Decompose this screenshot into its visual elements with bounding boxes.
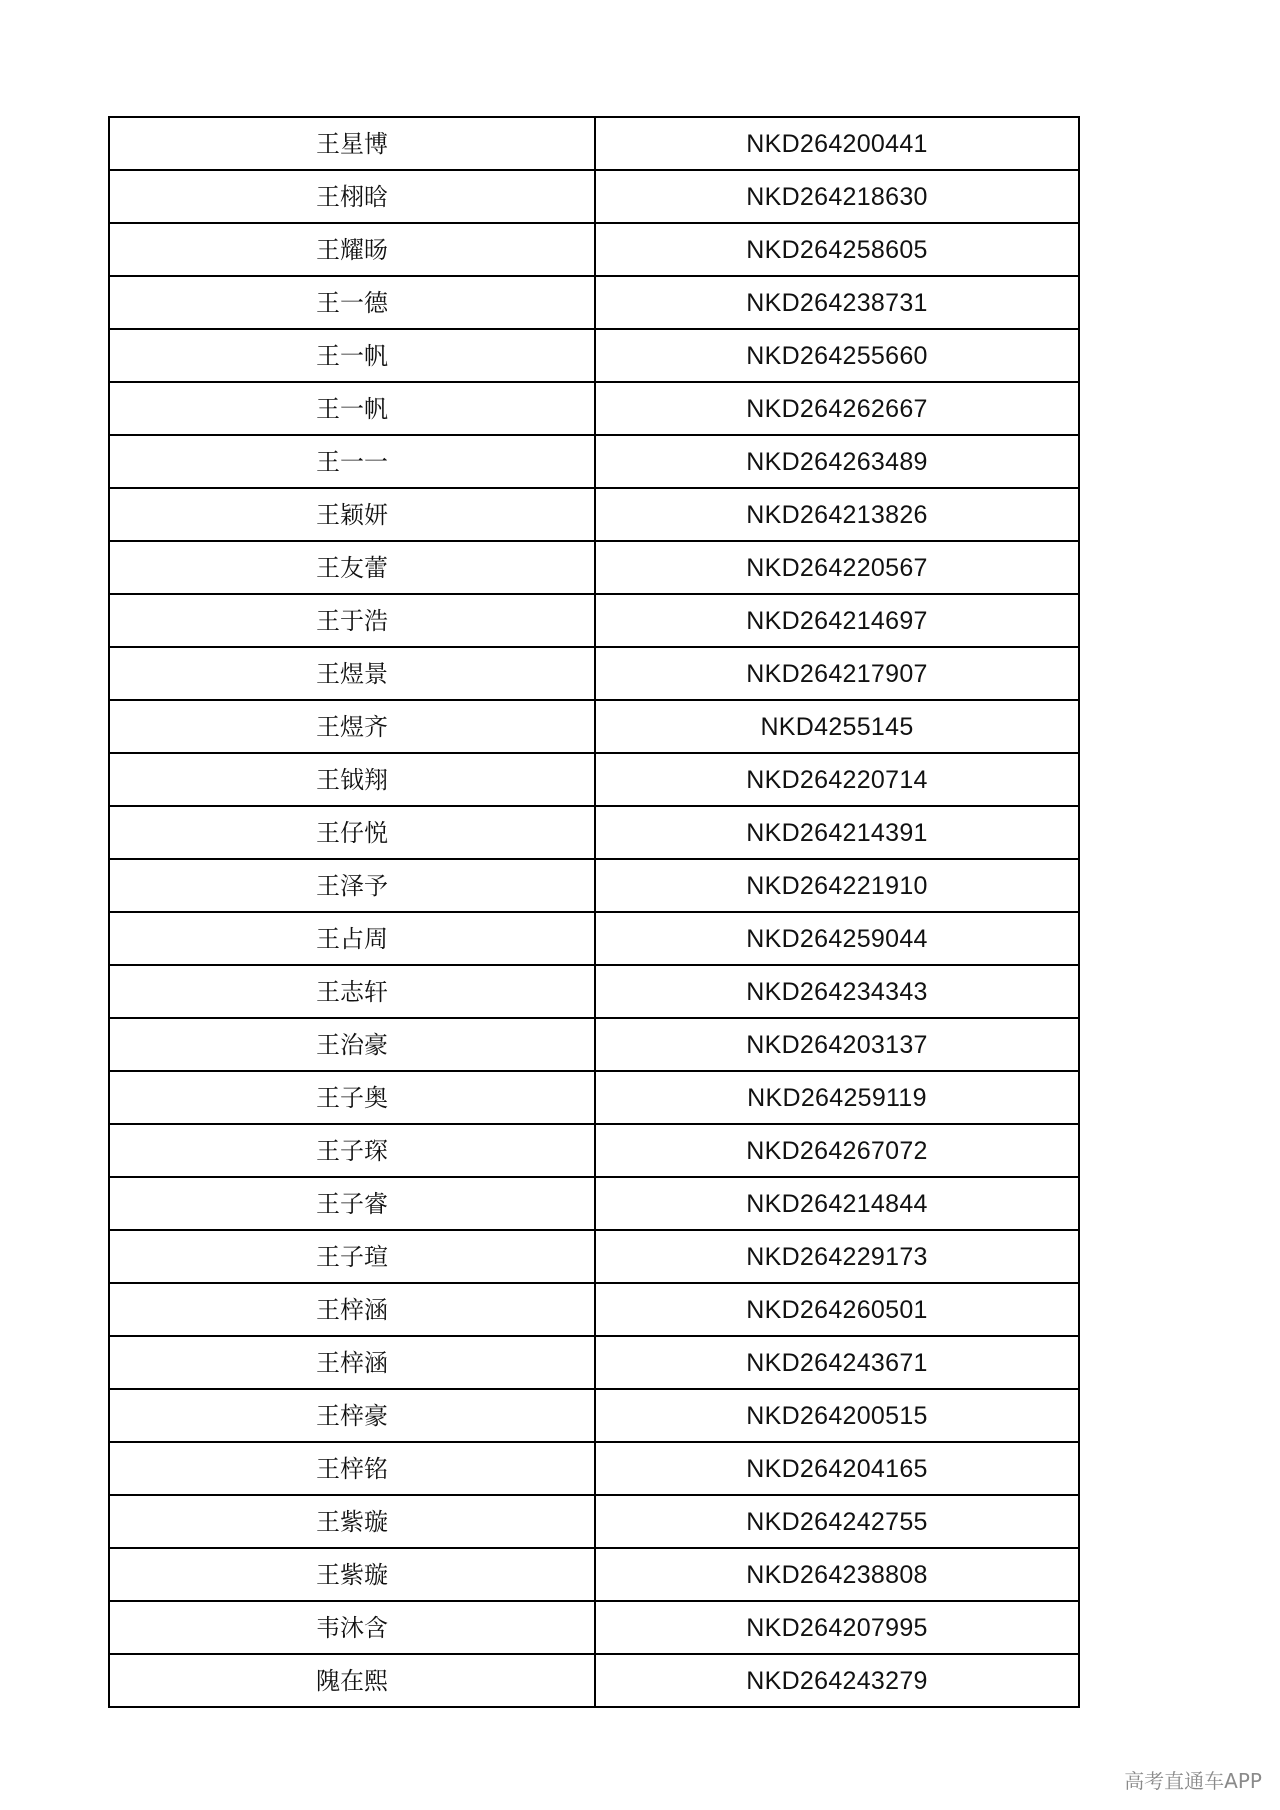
id-cell: NKD264214844: [595, 1177, 1079, 1230]
table-row: [109, 276, 1079, 329]
table-row: [109, 329, 1079, 382]
table-row: [109, 965, 1079, 1018]
id-cell: NKD264214391: [595, 806, 1079, 859]
name-cell: 王一帆: [109, 329, 595, 382]
table-row: [109, 1124, 1079, 1177]
table-row: [109, 647, 1079, 700]
table-row: [109, 117, 1079, 170]
id-cell: NKD264259044: [595, 912, 1079, 965]
id-cell: NKD264242755: [595, 1495, 1079, 1548]
name-cell: 王一帆: [109, 382, 595, 435]
table-row: [109, 382, 1079, 435]
table-row: [109, 859, 1079, 912]
id-cell: NKD264220567: [595, 541, 1079, 594]
name-cell: 王紫璇: [109, 1495, 595, 1548]
id-cell: NKD264259119: [595, 1071, 1079, 1124]
id-cell: NKD264238731: [595, 276, 1079, 329]
id-cell: NKD264243671: [595, 1336, 1079, 1389]
table-row: [109, 1018, 1079, 1071]
id-cell: NKD264258605: [595, 223, 1079, 276]
name-cell: 王于浩: [109, 594, 595, 647]
table-row: [109, 435, 1079, 488]
table-row: [109, 1601, 1079, 1654]
name-cell: 王一德: [109, 276, 595, 329]
id-cell: NKD264213826: [595, 488, 1079, 541]
id-cell: NKD264200515: [595, 1389, 1079, 1442]
table-row: [109, 912, 1079, 965]
id-cell: NKD4255145: [595, 700, 1079, 753]
name-cell: 王钺翔: [109, 753, 595, 806]
id-cell: NKD264255660: [595, 329, 1079, 382]
table-row: [109, 1442, 1079, 1495]
id-cell: NKD264263489: [595, 435, 1079, 488]
name-cell: 王仔悦: [109, 806, 595, 859]
name-cell: 王耀旸: [109, 223, 595, 276]
name-cell: 王梓铭: [109, 1442, 595, 1495]
roster-table-body: [109, 117, 1079, 1707]
name-cell: 王颖妍: [109, 488, 595, 541]
name-cell: 王紫璇: [109, 1548, 595, 1601]
table-row: [109, 1548, 1079, 1601]
id-cell: NKD264267072: [595, 1124, 1079, 1177]
name-cell: 王子睿: [109, 1177, 595, 1230]
name-cell: 王友蕾: [109, 541, 595, 594]
name-cell: 王一一: [109, 435, 595, 488]
name-cell: 韦沐含: [109, 1601, 595, 1654]
name-cell: 王泽予: [109, 859, 595, 912]
id-cell: NKD264238808: [595, 1548, 1079, 1601]
id-cell: NKD264200441: [595, 117, 1079, 170]
name-cell: 王星博: [109, 117, 595, 170]
table-row: [109, 1495, 1079, 1548]
table-row: [109, 1389, 1079, 1442]
id-cell: NKD264203137: [595, 1018, 1079, 1071]
name-cell: 王栩晗: [109, 170, 595, 223]
id-cell: NKD264218630: [595, 170, 1079, 223]
id-cell: NKD264234343: [595, 965, 1079, 1018]
id-cell: NKD264204165: [595, 1442, 1079, 1495]
table-row: [109, 1654, 1079, 1707]
watermark-text: 高考直通车APP: [1124, 1769, 1262, 1793]
name-cell: 王梓涵: [109, 1336, 595, 1389]
table-row: [109, 806, 1079, 859]
name-cell: 王子琛: [109, 1124, 595, 1177]
name-cell: 王志轩: [109, 965, 595, 1018]
name-cell: 王治豪: [109, 1018, 595, 1071]
table-row: [109, 1177, 1079, 1230]
id-cell: NKD264243279: [595, 1654, 1079, 1707]
table-row: [109, 488, 1079, 541]
id-cell: NKD264214697: [595, 594, 1079, 647]
table-row: [109, 753, 1079, 806]
id-cell: NKD264220714: [595, 753, 1079, 806]
table-row: [109, 1071, 1079, 1124]
table-row: [109, 594, 1079, 647]
table-row: [109, 223, 1079, 276]
id-cell: NKD264260501: [595, 1283, 1079, 1336]
table-row: [109, 1230, 1079, 1283]
roster-table: [108, 116, 1080, 1708]
table-row: [109, 700, 1079, 753]
name-cell: 王梓豪: [109, 1389, 595, 1442]
name-cell: 王占周: [109, 912, 595, 965]
table-row: [109, 170, 1079, 223]
name-cell: 隗在熙: [109, 1654, 595, 1707]
name-cell: 王梓涵: [109, 1283, 595, 1336]
id-cell: NKD264229173: [595, 1230, 1079, 1283]
name-cell: 王煜齐: [109, 700, 595, 753]
id-cell: NKD264217907: [595, 647, 1079, 700]
id-cell: NKD264262667: [595, 382, 1079, 435]
name-cell: 王子奥: [109, 1071, 595, 1124]
name-cell: 王子瑄: [109, 1230, 595, 1283]
id-cell: NKD264207995: [595, 1601, 1079, 1654]
id-cell: NKD264221910: [595, 859, 1079, 912]
table-row: [109, 541, 1079, 594]
name-cell: 王煜景: [109, 647, 595, 700]
table-row: [109, 1283, 1079, 1336]
table-row: [109, 1336, 1079, 1389]
